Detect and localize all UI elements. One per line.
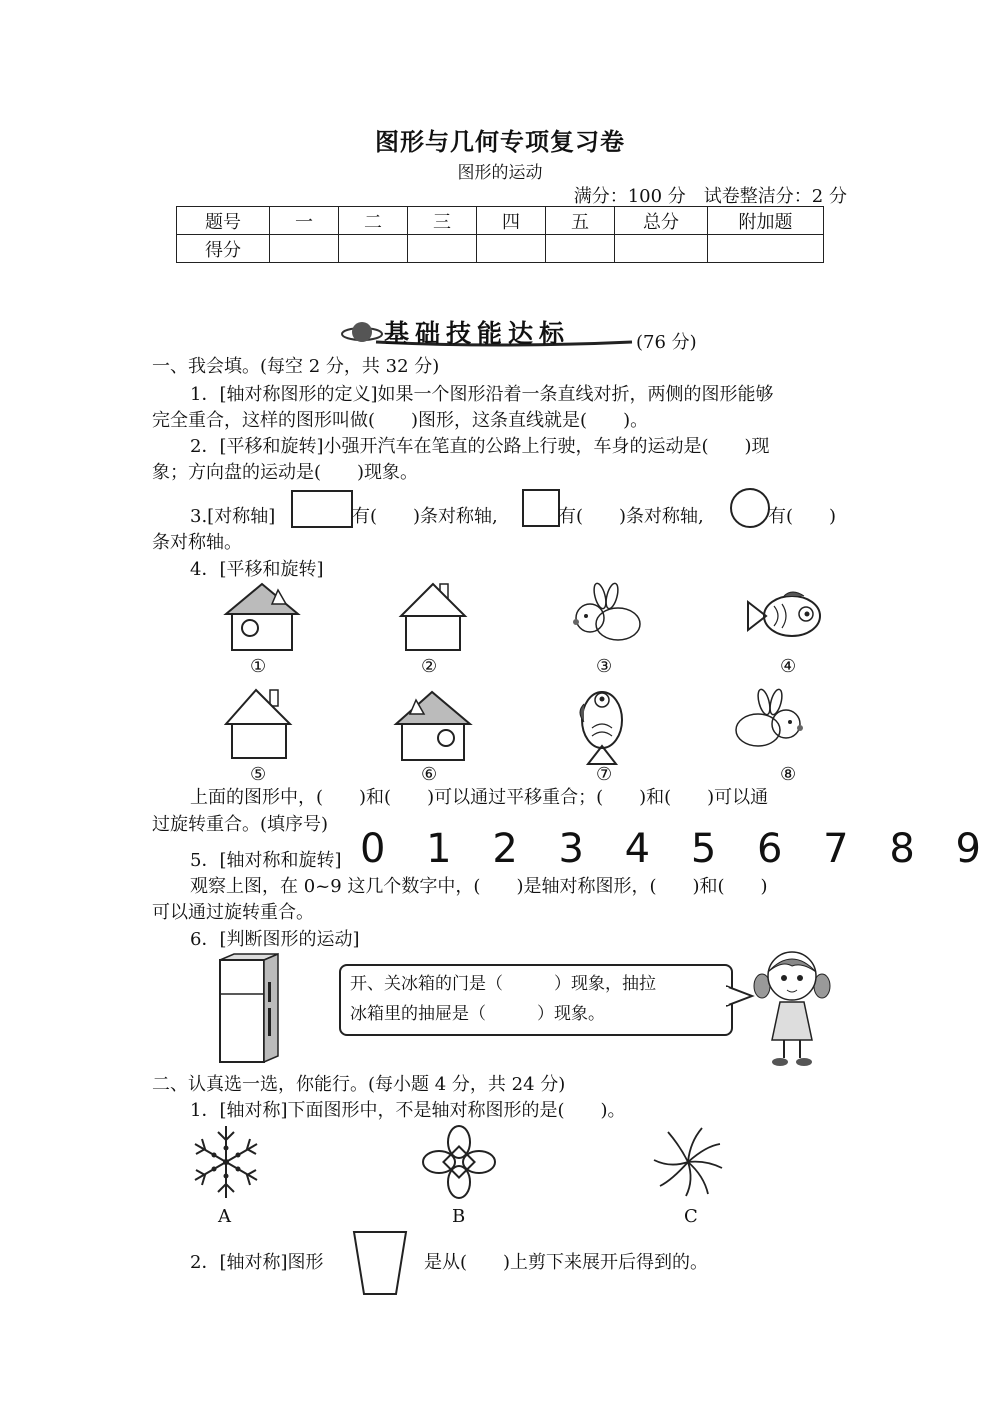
option-label-a: A (218, 1206, 231, 1227)
figure-caption: ⑤ (250, 764, 267, 785)
score-table (176, 206, 824, 263)
digits-row: 0 1 2 3 4 5 6 7 8 9 (360, 826, 995, 872)
house-icon (398, 580, 468, 652)
q4-label: 4．[平移和旋转] (190, 559, 324, 580)
part1-heading: 一、我会填。(每空 2 分，共 32 分) (152, 356, 440, 377)
fish-icon (744, 586, 830, 646)
square-shape (522, 489, 560, 527)
q2-line2: 象；方向盘的运动是( )现象。 (152, 462, 419, 483)
score-cell[interactable] (270, 235, 339, 263)
figure-caption: ⑧ (780, 764, 797, 785)
speech-line1: 开、关冰箱的门是（ ）现象，抽拉 (350, 974, 656, 994)
swirl-icon (650, 1124, 726, 1200)
table-header-cell: 四 (477, 207, 546, 235)
rectangle-shape (291, 490, 353, 528)
circle-shape (730, 488, 770, 528)
q3-circle-text: 有( ) (768, 506, 837, 527)
part2-q2-label: 2．[轴对称]图形 (190, 1252, 324, 1273)
table-header-cell: 总分 (615, 207, 708, 235)
table-header-cell: 题号 (177, 207, 270, 235)
score-cell[interactable] (615, 235, 708, 263)
refrigerator-icon (214, 952, 282, 1064)
table-row-label: 得分 (177, 235, 270, 263)
figure-caption: ① (250, 656, 267, 677)
figure-caption: ④ (780, 656, 797, 677)
q4-line1: 上面的图形中，( )和( )可以通过平移重合；( )和( )可以通 (190, 787, 769, 808)
part2-q1: 1．[轴对称]下面图形中，不是轴对称图形的是( )。 (190, 1100, 626, 1121)
q3-label: 3.[对称轴] (190, 506, 276, 527)
q1-line2: 完全重合，这样的图形叫做( )图形，这条直线就是( )。 (152, 410, 649, 431)
option-label-c: C (684, 1206, 698, 1227)
q3-line2: 条对称轴。 (152, 532, 242, 553)
table-header-cell: 五 (546, 207, 615, 235)
section-banner (340, 312, 640, 352)
q5-line2: 可以通过旋转重合。 (152, 902, 314, 923)
speech-line2: 冰箱里的抽屉是（ ）现象。 (350, 1004, 605, 1024)
q3-rect-text: 有( )条对称轴, (352, 506, 498, 527)
rabbit-icon (566, 582, 646, 648)
score-cell[interactable] (408, 235, 477, 263)
q1-line1: 1．[轴对称图形的定义]如果一个图形沿着一条直线对折，两侧的图形能够 (190, 384, 774, 405)
girl-icon (752, 946, 832, 1070)
option-label-b: B (452, 1206, 466, 1227)
q6-label: 6．[判断图形的运动] (190, 929, 360, 950)
q5-line1: 观察上图，在 0~9 这几个数字中，( )是轴对称图形，( )和( ) (190, 876, 768, 897)
fish-icon (572, 682, 632, 768)
table-header-cell: 三 (408, 207, 477, 235)
figure-caption: ② (421, 656, 438, 677)
rabbit-icon (730, 688, 810, 754)
part2-heading: 二、认真选一选，你能行。(每小题 4 分，共 24 分) (152, 1074, 566, 1095)
table-header-cell: 二 (339, 207, 408, 235)
snowflake-icon (188, 1124, 264, 1200)
section-points: (76 分) (636, 332, 697, 353)
house-icon (392, 688, 474, 762)
house-icon (224, 686, 294, 760)
section-banner-title: 基础技能达标 (384, 319, 571, 348)
q3-square-text: 有( )条对称轴, (558, 506, 704, 527)
q4-line2: 过旋转重合。(填序号) (152, 814, 329, 835)
figure-caption: ⑥ (421, 764, 438, 785)
q2-line1: 2．[平移和旋转]小强开汽车在笔直的公路上行驶，车身的运动是( )现 (190, 436, 770, 457)
page-title: 图形与几何专项复习卷 (375, 127, 625, 156)
score-cell[interactable] (339, 235, 408, 263)
score-cell[interactable] (546, 235, 615, 263)
score-table-score-row (177, 235, 824, 263)
part2-q2-text: 是从( )上剪下来展开后得到的。 (424, 1252, 709, 1273)
flower-icon (420, 1124, 498, 1200)
table-header-cell: 附加题 (708, 207, 824, 235)
score-table-header-row (177, 207, 824, 235)
score-cell[interactable] (708, 235, 824, 263)
figure-caption: ⑦ (596, 764, 613, 785)
page-subtitle: 图形的运动 (457, 163, 543, 183)
figure-caption: ③ (596, 656, 613, 677)
q5-label: 5．[轴对称和旋转] (190, 850, 342, 871)
trapezoid-shape (350, 1228, 410, 1298)
score-info: 满分：100 分 试卷整洁分：2 分 (573, 186, 847, 207)
score-cell[interactable] (477, 235, 546, 263)
table-header-cell: 一 (270, 207, 339, 235)
house-icon (222, 580, 302, 652)
